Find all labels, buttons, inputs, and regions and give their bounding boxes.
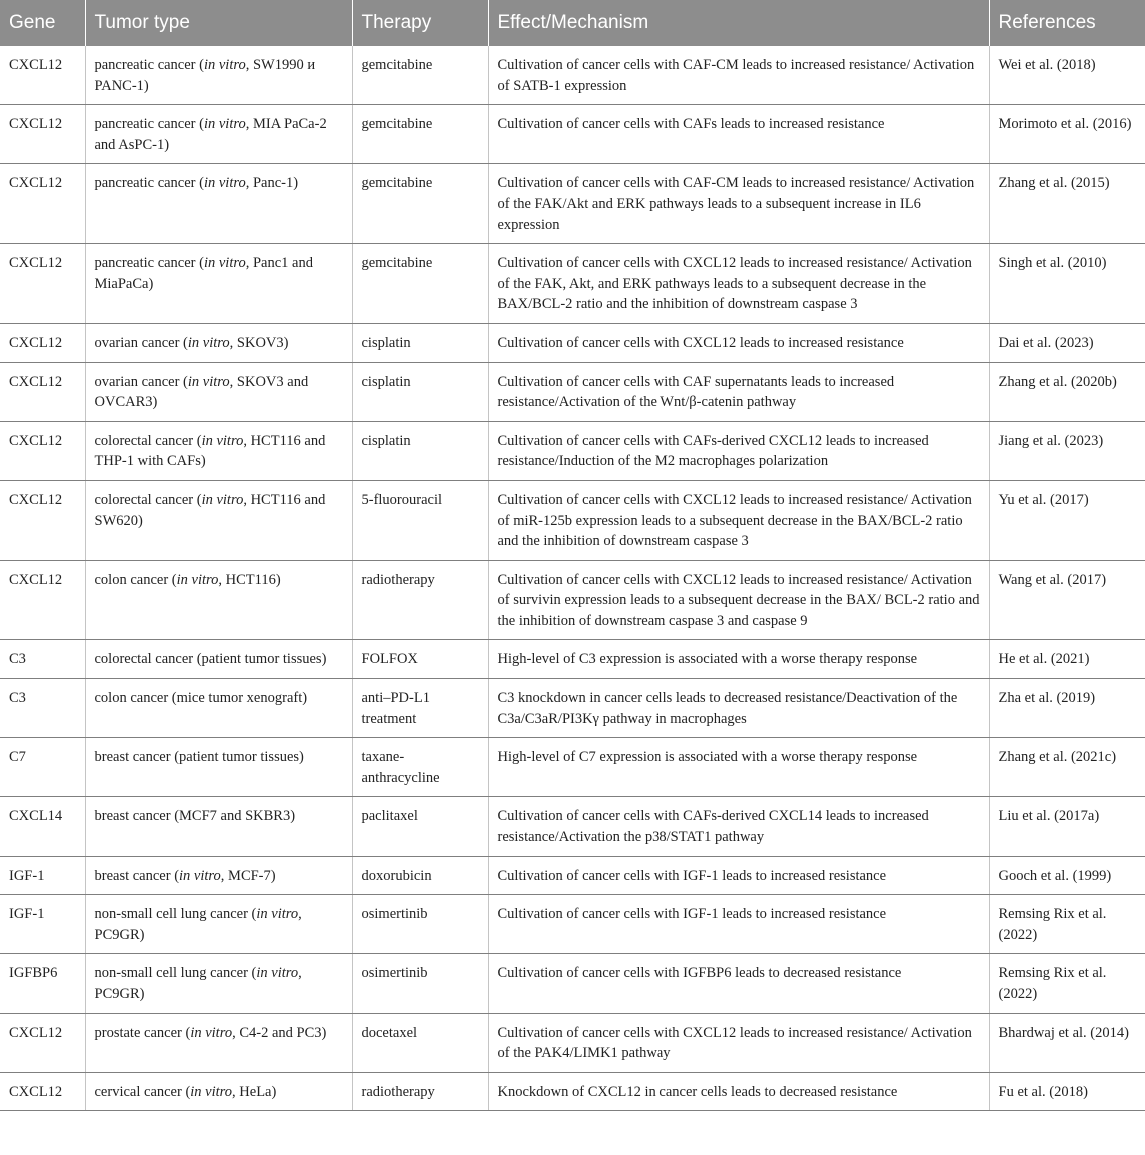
cell-effect-mechanism: Cultivation of cancer cells with IGF-1 leads to increased resistance (488, 856, 989, 895)
tumor-type-text: , MCF-7) (220, 867, 276, 884)
table-row (0, 480, 1145, 560)
cell-gene: C7 (0, 738, 85, 797)
cell-reference: Yu et al. (2017) (989, 480, 1145, 560)
cell-reference: Zhang et al. (2021c) (989, 738, 1145, 797)
table-row (0, 46, 1145, 105)
tumor-type-text: pancreatic cancer ( (94, 255, 204, 272)
tumor-type-text: colorectal cancer ( (94, 491, 202, 508)
cell-gene: CXCL12 (0, 244, 85, 324)
cell-gene: CXCL12 (0, 480, 85, 560)
tumor-type-text: , MIA PaCa-2 and AsPC-1) (94, 116, 327, 153)
cell-reference: Fu et al. (2018) (989, 1072, 1145, 1111)
cell-reference: Wei et al. (2018) (989, 46, 1145, 105)
tumor-type-italic-text: in vitro (179, 867, 221, 884)
tumor-type-text: breast cancer (patient tumor tissues) (94, 749, 304, 766)
header-gene: Gene (0, 0, 85, 46)
tumor-type-text: colorectal cancer (patient tumor tissues) (94, 651, 327, 668)
tumor-type-text: breast cancer ( (94, 867, 180, 884)
table-body (0, 46, 1145, 1111)
cell-therapy: cisplatin (352, 421, 488, 480)
cell-therapy: gemcitabine (352, 164, 488, 244)
cell-tumor-type (85, 560, 352, 640)
cell-effect-mechanism: High-level of C7 expression is associated with a worse therapy response (488, 738, 989, 797)
tumor-type-text: colorectal cancer ( (94, 432, 202, 449)
tumor-type-text: ovarian cancer ( (94, 373, 188, 390)
cell-gene: CXCL12 (0, 164, 85, 244)
cell-gene: CXCL12 (0, 105, 85, 164)
tumor-type-italic-text: in vitro (203, 57, 246, 73)
cell-effect-mechanism: Cultivation of cancer cells with CAFs-derived CXCL14 leads to increased resistance/Activation the p38/STAT1 pathway (488, 797, 989, 856)
tumor-type-italic-text: in vitro (187, 373, 230, 390)
cell-therapy: radiotherapy (352, 1072, 488, 1111)
table-row (0, 164, 1145, 244)
tumor-type-italic-text: in vitro (190, 1024, 233, 1041)
cell-effect-mechanism: Cultivation of cancer cells with CXCL12 leads to increased resistance/ Activation of survivin expression leads to a subsequent decrease in the BAX/ BCL-2 ratio and the inhibition of downstream caspase 3 and caspase 9 (488, 560, 989, 640)
cell-effect-mechanism: Cultivation of cancer cells with CXCL12 leads to increased resistance (488, 323, 989, 362)
tumor-type-italic-text: in vitro (201, 432, 244, 449)
tumor-type-text: , HCT116) (218, 571, 281, 588)
cell-effect-mechanism: Cultivation of cancer cells with CXCL12 leads to increased resistance/ Activation of the PAK4/LIMK1 pathway (488, 1013, 989, 1072)
cell-therapy: paclitaxel (352, 797, 488, 856)
table-row (0, 244, 1145, 324)
cell-tumor-type (85, 640, 352, 679)
cell-therapy: gemcitabine (352, 244, 488, 324)
cell-reference: Zhang et al. (2020b) (989, 362, 1145, 421)
tumor-type-text: , SKOV3 and OVCAR3) (94, 373, 309, 411)
cell-therapy: osimertinib (352, 954, 488, 1013)
cell-tumor-type (85, 105, 352, 164)
cell-effect-mechanism: C3 knockdown in cancer cells leads to decreased resistance/Deactivation of the C3a/C3aR/PI3Kγ pathway in macrophages (488, 679, 989, 738)
cell-reference: Zha et al. (2019) (989, 679, 1145, 738)
cell-gene: CXCL12 (0, 1072, 85, 1111)
cell-effect-mechanism: Cultivation of cancer cells with CAFs leads to increased resistance (488, 105, 989, 164)
tumor-type-text: pancreatic cancer ( (94, 175, 204, 192)
tumor-type-text: pancreatic cancer ( (94, 116, 204, 133)
cell-effect-mechanism: Cultivation of cancer cells with CAFs-derived CXCL12 leads to increased resistance/Induction of the M2 macrophages polarization (488, 421, 989, 480)
tumor-type-italic-text: in vitro (203, 255, 246, 272)
cell-therapy: taxane-anthracycline (352, 738, 488, 797)
cell-therapy: cisplatin (352, 362, 488, 421)
tumor-type-text: , Panc1 and MiaPaCa) (94, 255, 313, 292)
cell-reference: Remsing Rix et al. (2022) (989, 895, 1145, 954)
cell-reference: Dai et al. (2023) (989, 323, 1145, 362)
tumor-type-text: breast cancer (MCF7 and SKBR3) (94, 808, 296, 825)
cell-therapy: cisplatin (352, 323, 488, 362)
tumor-type-text: , HeLa) (232, 1083, 277, 1100)
cell-gene: CXCL12 (0, 362, 85, 421)
tumor-type-italic-text: in vitro (176, 571, 219, 588)
tumor-type-text: , PC9GR) (94, 965, 302, 1002)
table-row (0, 738, 1145, 797)
cell-gene: CXCL12 (0, 421, 85, 480)
cell-gene: IGFBP6 (0, 954, 85, 1013)
cell-effect-mechanism: Cultivation of cancer cells with IGF-1 leads to increased resistance (488, 895, 989, 954)
table-row (0, 679, 1145, 738)
cell-effect-mechanism: Cultivation of cancer cells with CXCL12 leads to increased resistance/ Activation of the FAK, Akt, and ERK pathways leads to a subsequent decrease in the BAX/BCL-2 ratio and the inhibition of downstream caspase 3 (488, 244, 989, 324)
cell-tumor-type (85, 738, 352, 797)
tumor-type-text: ovarian cancer ( (94, 334, 188, 351)
cell-reference: Singh et al. (2010) (989, 244, 1145, 324)
tumor-type-text: non-small cell lung cancer ( (94, 965, 257, 982)
cell-gene: CXCL14 (0, 797, 85, 856)
cell-effect-mechanism: Cultivation of cancer cells with CAF supernatants leads to increased resistance/Activation of the Wnt/β-catenin pathway (488, 362, 989, 421)
cell-therapy: doxorubicin (352, 856, 488, 895)
cell-therapy: 5-fluorouracil (352, 480, 488, 560)
tumor-type-text: , C4-2 and PC3) (232, 1024, 327, 1041)
cell-tumor-type (85, 46, 352, 105)
cell-therapy: anti–PD-L1 treatment (352, 679, 488, 738)
cell-gene: CXCL12 (0, 560, 85, 640)
tumor-type-text: non-small cell lung cancer ( (94, 906, 257, 923)
cell-tumor-type (85, 480, 352, 560)
cell-therapy: gemcitabine (352, 46, 488, 105)
cell-gene: C3 (0, 679, 85, 738)
tumor-type-text: cervical cancer ( (94, 1083, 191, 1100)
tumor-type-text: colon cancer ( (94, 571, 177, 588)
cell-reference: Gooch et al. (1999) (989, 856, 1145, 895)
table-row (0, 105, 1145, 164)
cell-gene: CXCL12 (0, 1013, 85, 1072)
table-row (0, 640, 1145, 679)
table-row (0, 797, 1145, 856)
table-row (0, 1013, 1145, 1072)
tumor-type-italic-text: in vitro (203, 116, 246, 133)
tumor-type-italic-text: in vitro (256, 906, 299, 923)
header-therapy: Therapy (352, 0, 488, 46)
tumor-type-text: , HCT116 and SW620) (94, 491, 326, 529)
tumor-type-text: , SKOV3) (229, 334, 289, 351)
header-row (0, 0, 1145, 46)
cell-effect-mechanism: Cultivation of cancer cells with CAF-CM leads to increased resistance/ Activation of the FAK/Akt and ERK pathways leads to a subsequent increase in IL6 expression (488, 164, 989, 244)
tumor-type-text: , PC9GR) (94, 906, 302, 943)
cell-therapy: osimertinib (352, 895, 488, 954)
tumor-type-text: colon cancer (mice tumor xenograft) (94, 690, 308, 707)
tumor-type-text: prostate cancer ( (94, 1024, 191, 1041)
header-references: References (989, 0, 1145, 46)
cell-tumor-type (85, 1072, 352, 1111)
cell-gene: CXCL12 (0, 323, 85, 362)
cell-effect-mechanism: High-level of C3 expression is associated with a worse therapy response (488, 640, 989, 679)
cell-therapy: docetaxel (352, 1013, 488, 1072)
tumor-type-text: , HCT116 and THP-1 with CAFs) (94, 432, 326, 470)
table-row (0, 560, 1145, 640)
tumor-type-italic-text: in vitro (256, 965, 299, 982)
cell-reference: Wang et al. (2017) (989, 560, 1145, 640)
cell-reference: He et al. (2021) (989, 640, 1145, 679)
cell-reference: Bhardwaj et al. (2014) (989, 1013, 1145, 1072)
table-row (0, 954, 1145, 1013)
cell-tumor-type (85, 954, 352, 1013)
cell-effect-mechanism: Cultivation of cancer cells with CXCL12 leads to increased resistance/ Activation of miR-125b expression leads to a subsequent decrease in the BAX/BCL-2 ratio and the inhibition of downstream caspase 3 (488, 480, 989, 560)
cell-tumor-type (85, 323, 352, 362)
cell-tumor-type (85, 856, 352, 895)
tumor-type-italic-text: in vitro (201, 491, 244, 508)
tumor-type-italic-text: in vitro (187, 334, 230, 351)
tumor-type-text: , SW1990 и PANC-1) (94, 57, 316, 94)
cell-reference: Zhang et al. (2015) (989, 164, 1145, 244)
cell-tumor-type (85, 164, 352, 244)
cell-therapy: radiotherapy (352, 560, 488, 640)
cell-effect-mechanism: Cultivation of cancer cells with CAF-CM leads to increased resistance/ Activation of SATB-1 expression (488, 46, 989, 105)
cell-tumor-type (85, 679, 352, 738)
table-row (0, 362, 1145, 421)
tumor-type-text: , Panc-1) (245, 175, 299, 192)
table-header (0, 0, 1145, 46)
table-row (0, 421, 1145, 480)
tumor-type-italic-text: in vitro (203, 175, 246, 192)
cell-reference: Morimoto et al. (2016) (989, 105, 1145, 164)
cell-therapy: FOLFOX (352, 640, 488, 679)
table-row (0, 1072, 1145, 1111)
cell-tumor-type (85, 421, 352, 480)
cell-reference: Jiang et al. (2023) (989, 421, 1145, 480)
table-row (0, 323, 1145, 362)
cell-gene: IGF-1 (0, 856, 85, 895)
cell-tumor-type (85, 362, 352, 421)
tumor-type-italic-text: in vitro (190, 1083, 233, 1100)
table-row (0, 856, 1145, 895)
cell-effect-mechanism: Cultivation of cancer cells with IGFBP6 leads to decreased resistance (488, 954, 989, 1013)
cell-gene: C3 (0, 640, 85, 679)
cell-gene: IGF-1 (0, 895, 85, 954)
cell-tumor-type (85, 895, 352, 954)
header-effect-mechanism: Effect/Mechanism (488, 0, 989, 46)
header-tumor-type: Tumor type (85, 0, 352, 46)
cell-gene: CXCL12 (0, 46, 85, 105)
cell-tumor-type (85, 244, 352, 324)
cell-therapy: gemcitabine (352, 105, 488, 164)
cell-effect-mechanism: Knockdown of CXCL12 in cancer cells leads to decreased resistance (488, 1072, 989, 1111)
tumor-type-text: pancreatic cancer ( (94, 57, 204, 73)
cell-reference: Remsing Rix et al. (2022) (989, 954, 1145, 1013)
cell-tumor-type (85, 797, 352, 856)
table-row (0, 895, 1145, 954)
cell-tumor-type (85, 1013, 352, 1072)
cell-reference: Liu et al. (2017a) (989, 797, 1145, 856)
